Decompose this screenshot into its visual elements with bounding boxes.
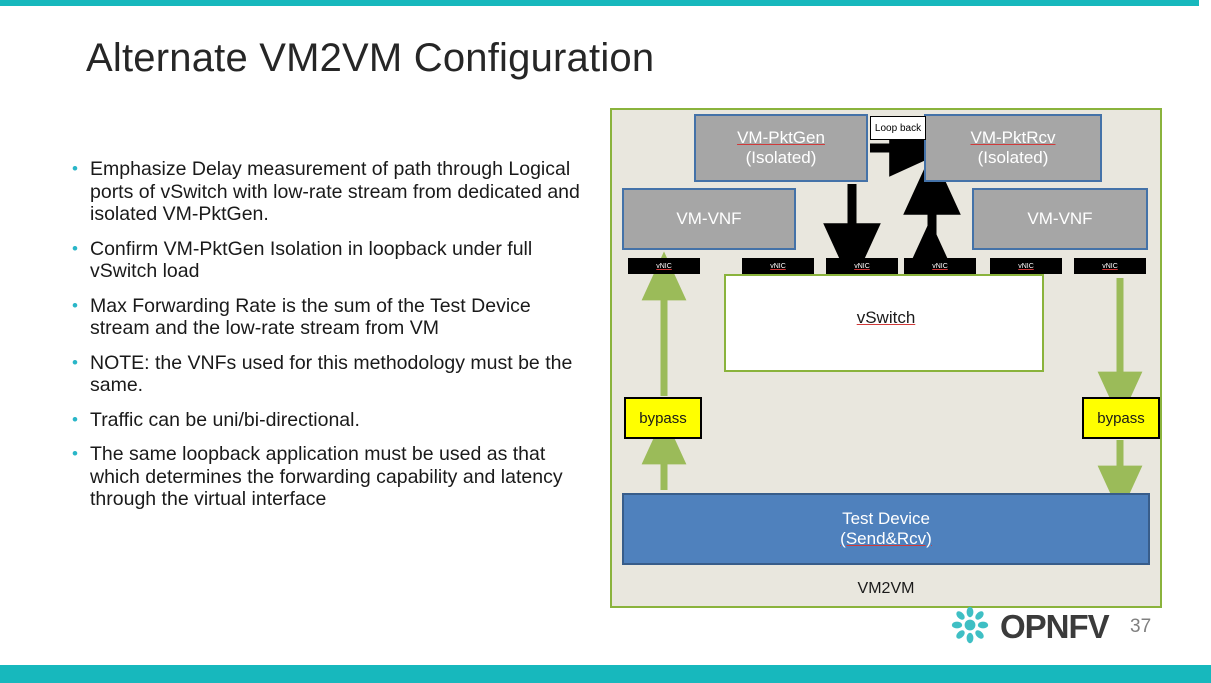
vnic-port-3: [826, 258, 898, 274]
list-item: [64, 238, 594, 283]
list-item: [64, 409, 594, 432]
vm-pktrcv-subtitle: (Isolated): [977, 148, 1049, 167]
vm2vm-diagram: [610, 108, 1162, 608]
vnic-label: vNIC: [854, 262, 870, 270]
loop-back-label: Loop back: [870, 116, 926, 140]
vm-pktgen-box: [694, 114, 868, 182]
vm-pktrcv-title: VM-PktRcv: [970, 128, 1056, 148]
test-device-subtitle: (Send&Rcv): [840, 529, 932, 548]
diagram-caption: VM2VM: [857, 580, 915, 597]
list-item: [64, 295, 594, 340]
bypass-right-box: bypass: [1082, 397, 1160, 439]
bullet-marker: •: [72, 159, 78, 178]
bullet-text: Max Forwarding Rate is the sum of the Test Device stream and the low-rate stream from VM: [90, 294, 531, 339]
bullet-marker: •: [72, 352, 78, 372]
vnic-port-6: [1074, 258, 1146, 274]
list-item: [64, 352, 594, 397]
bullet-marker: •: [72, 409, 78, 429]
bullet-text: Confirm VM-PktGen Isolation in loopback under full vSwitch load: [90, 237, 533, 282]
page-title: Alternate VM2VM Configuration: [86, 36, 655, 80]
vm-vnf-right-title: VM-VNF: [1027, 209, 1093, 229]
vnic-port-4: [904, 258, 976, 274]
list-item: [64, 443, 594, 511]
page-number: 37: [1130, 616, 1152, 637]
vnic-label: vNIC: [656, 262, 672, 270]
list-item: [64, 158, 594, 226]
bypass-left-box: bypass: [624, 397, 702, 439]
bullet-marker: •: [72, 238, 78, 258]
bottom-accent-bar: [0, 665, 1211, 683]
bullet-text: The same loopback application must be used as that which determines the forwarding capability and latency through the virtual interface: [90, 443, 563, 510]
vm-pktgen-title: VM-PktGen: [737, 128, 825, 148]
vm-vnf-left-title: VM-VNF: [676, 209, 742, 229]
vnic-port-5: [990, 258, 1062, 274]
vnic-label: vNIC: [1102, 262, 1118, 270]
bullet-text: Emphasize Delay measurement of path through Logical ports of vSwitch with low-rate stream from dedicated and isolated VM-PktGen.: [90, 158, 580, 225]
bullet-marker: •: [72, 295, 78, 315]
vm-vnf-right-box: [972, 188, 1148, 250]
vnic-port-1: [628, 258, 700, 274]
vm-pktrcv-box: [924, 114, 1102, 182]
bullet-marker: •: [72, 444, 78, 463]
vm-vnf-left-box: [622, 188, 796, 250]
vnic-label: vNIC: [1018, 262, 1034, 270]
bullet-text: Traffic can be uni/bi-directional.: [90, 408, 360, 431]
vm-pktgen-subtitle: (Isolated): [745, 148, 817, 167]
bullet-text: NOTE: the VNFs used for this methodology must be the same.: [90, 351, 573, 396]
vswitch-label: [612, 308, 1160, 328]
right-margin-strip: [1199, 0, 1211, 665]
opnfv-wordmark: OPNFV: [1000, 608, 1109, 645]
vnic-port-2: [742, 258, 814, 274]
vswitch-label-text: vSwitch: [856, 308, 916, 327]
top-accent-bar: [0, 0, 1211, 6]
test-device-box: [622, 493, 1150, 565]
vnic-label: vNIC: [770, 262, 786, 270]
test-device-title: Test Device: [842, 508, 930, 528]
vnic-label: vNIC: [932, 262, 948, 270]
bullet-list: [64, 158, 594, 523]
